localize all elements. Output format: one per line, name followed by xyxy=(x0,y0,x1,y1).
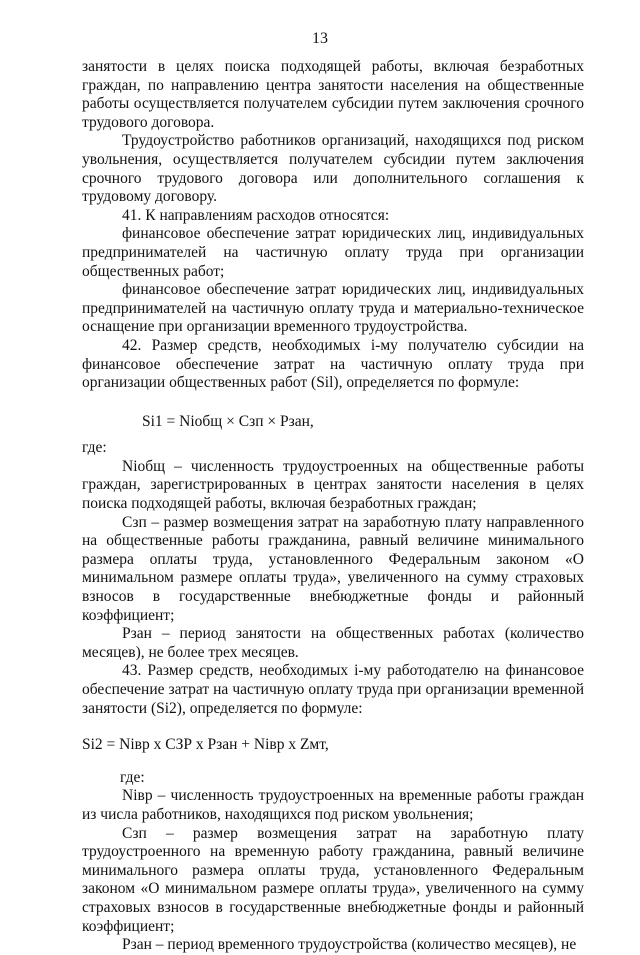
paragraph: 41. К направлениям расходов относятся: xyxy=(122,206,390,224)
where-label: где: xyxy=(82,439,107,457)
paragraph: Рзан – период временного трудоустройства (количество месяцев), не xyxy=(122,936,577,954)
paragraph: финансовое обеспечение затрат юридических лиц, индивидуальных предпринимателей на частичную оплату труда при организации общественных работ; xyxy=(82,225,584,280)
paragraph: финансовое обеспечение затрат юридических лиц, индивидуальных предпринимателей на частичную оплату труда и материально-техническое оснащение при организации временного трудоустройства. xyxy=(82,281,584,336)
formula: Si1 = Niобщ × Cзп × Pзан, xyxy=(142,412,314,430)
page-number: 13 xyxy=(312,30,328,47)
paragraph: Cзп – размер возмещения затрат на заработную плату направленного на общественные работы гражданина, равный величине минимального размера оплаты труда, установленного Федеральным законом «О минимальном размере оплаты труда», увеличенного на сумму страховых взносов в государственные внебюджетные фонды и районный коэффициент; xyxy=(82,513,584,624)
paragraph: 42. Размер средств, необходимых i-му получателю субсидии на финансовое обеспечение затрат на частичную оплату труда при организации общественных работ (Sil), определяется по формуле: xyxy=(82,336,584,392)
paragraph: Cзп – размер возмещения затрат на заработную плату трудоустроенного на временную работу гражданина, равный величине минимального размера оплаты труда, установленного Федеральным законом «О минимальном размере оплаты труда», увеличенного на сумму страховых взносов в государственные внебюджетные фонды и районный коэффициент; xyxy=(82,824,584,935)
paragraph: Niобщ – численность трудоустроенных на общественные работы граждан, зарегистрированных в центрах занятости населения в целях поиска подходящей работы, включая безработных граждан; xyxy=(82,457,584,513)
paragraph: Трудоустройство работников организаций, находящихся под риском увольнения, осуществляется получателем субсидии путем заключения срочного трудового договора или дополнительного соглашения к трудовому договору. xyxy=(82,132,584,206)
paragraph: 43. Размер средств, необходимых i-му работодателю на финансовое обеспечение затрат на частичную оплату труда при организации временной занятости (Si2), определяется по формуле: xyxy=(82,662,584,717)
paragraph: Рзан – период занятости на общественных работах (количество месяцев), не более трех месяцев. xyxy=(82,625,584,661)
where-label: где: xyxy=(120,768,145,786)
paragraph: Niвр – численность трудоустроенных на временные работы граждан из числа работников, находящихся под риском увольнения; xyxy=(82,787,584,823)
paragraph: занятости в целях поиска подходящей работы, включая безработных граждан, по направлению центра занятости населения на общественные работы осуществляется получателем субсидии путем заключения срочного трудового договора. xyxy=(82,58,584,131)
formula: Si2 = Niвр x СЗР x Рзан + Niвр x Zмт, xyxy=(82,736,329,754)
document-body xyxy=(82,58,584,955)
